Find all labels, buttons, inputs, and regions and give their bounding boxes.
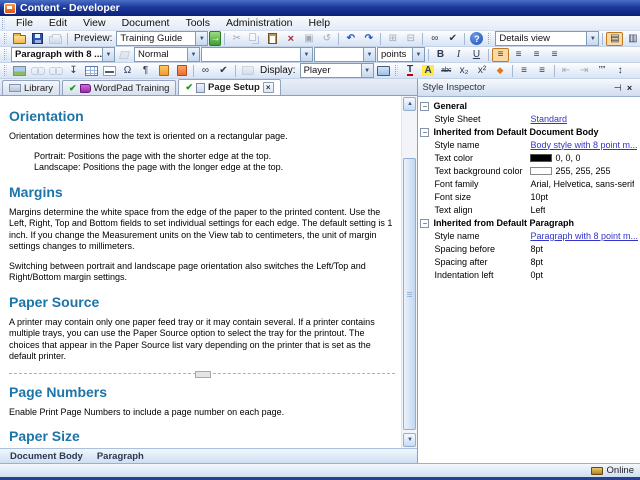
broken-link-icon [49,66,63,75]
separator [235,65,236,77]
property-row [418,177,640,190]
property-row [418,229,640,242]
chevron-down-icon[interactable]: ▼ [363,48,375,61]
menu-administration[interactable]: Administration [225,17,293,29]
group-label: General [433,101,467,111]
section-heading: Margins [9,183,63,200]
inspector-group-general[interactable] [418,99,640,112]
align-center-button[interactable]: ≡ [515,49,522,60]
display-combo[interactable] [300,63,374,78]
vertical-scrollbar[interactable] [401,96,417,448]
property-value: 0, 0, 0 [555,152,581,163]
collapse-icon[interactable]: − [420,128,429,137]
library-icon [9,84,21,92]
color-swatch-black [530,154,552,162]
separator [554,65,555,77]
group-label: Inherited from Default Paragraph [433,218,574,228]
insert-image-button[interactable] [11,64,28,78]
revert-button[interactable]: ↺ [322,33,332,44]
align-left-button[interactable]: ≡ [492,48,509,62]
menu-edit[interactable]: Edit [48,17,68,29]
align-justify-button[interactable]: ≡ [551,49,558,60]
style-inspector-body [418,97,640,463]
property-value: 0pt [530,269,543,280]
chevron-down-icon[interactable]: ▼ [187,48,199,61]
property-name: Font size [434,191,471,202]
section-heading: Paper Size [9,428,80,444]
property-value-link[interactable]: Paragraph with 8 point m... [530,230,638,241]
paragraph-style-combo-value: Paragraph with 8 ... [15,49,102,60]
clear-formatting-button[interactable]: ◆ [496,65,504,75]
online-status: Online [606,465,634,476]
paragraph: Margins determine the white space from the edge of the paper to the printed content. Use the Left, Right, Top and Bottom fields to set individual settings for each edge. The default setting is 1 inch. If you change the Measurement units on the View tab to centimeters, the unit of margin settings changes to millimeters. [9,206,393,251]
cut-button[interactable]: ✂ [232,33,242,44]
outdent-button[interactable]: ⇤ [561,65,571,76]
view-mode-combo-value: Details view [499,33,551,44]
property-name: Style name [434,139,480,150]
inspector-group-document-body[interactable] [418,125,640,138]
section-heading: Page Numbers [9,383,108,400]
property-row [418,255,640,268]
open-folder-icon [13,35,26,44]
highlight-icon: A [424,65,432,76]
property-row [418,203,640,216]
status-bar [0,463,640,477]
property-value: 10pt [530,191,548,202]
editor-column [0,79,417,463]
property-row [418,112,640,125]
separator [224,33,225,45]
glossary-button[interactable] [239,64,256,78]
check-icon: ✔ [185,82,194,92]
separator [422,33,423,45]
paragraph: Orientation determines how the text is oriented on a rectangular page. [9,131,288,141]
tab-label: Library [24,82,54,94]
page-icon [196,83,205,93]
variable-icon [177,65,187,76]
paragraph: Landscape: Positions the page with the longer edge at the top. [34,162,284,172]
collapse-icon[interactable]: − [420,102,429,111]
tab-close-button[interactable]: × [263,82,274,93]
style-inspector-panel [417,79,640,463]
print-button[interactable] [47,32,64,46]
preview-window-button[interactable] [375,64,392,78]
delete-button[interactable]: × [287,32,295,45]
book-icon [242,66,254,75]
property-name: Text color [434,152,473,163]
strikethrough-button[interactable] [438,64,455,78]
snippet-icon [159,65,169,76]
preview-go-button[interactable]: → [210,33,221,44]
property-name: Style Sheet [434,113,481,124]
toolbar-grip[interactable] [4,33,7,44]
property-name: Text align [434,204,473,215]
format-painter-button[interactable] [116,48,133,62]
separator [380,33,381,45]
section-heading: Paper Source [9,293,100,310]
inspector-group-default-paragraph[interactable] [418,216,640,229]
link-icon [31,66,45,75]
property-name: Font family [434,178,479,189]
tab-page-setup[interactable] [178,79,280,95]
collapse-icon[interactable]: − [420,219,429,228]
window-title: Content - Developer [20,2,120,14]
book-icon [80,84,91,93]
display-combo-value: Player [303,65,331,76]
preview-combo-value: Training Guide [120,33,183,44]
section-heading: Orientation [9,108,84,124]
menu-document[interactable]: Document [121,17,170,29]
help-icon: ? [470,32,483,45]
screen-icon [377,66,390,76]
paragraph: A printer may contain only one paper feed tray or it may contain several. If a printer contains multiple trays, you can use the Paper Source option to select the tray for the printout. The choices that appear in the Paper Source list vary depending on the printer that is set as the default printer. [9,316,375,361]
details-view-button[interactable]: ▤ [606,32,623,46]
font-family-combo[interactable] [201,47,313,62]
pin-button[interactable] [610,82,623,94]
app-icon [4,3,16,14]
property-value: Left [530,204,546,215]
toolbar-insert [0,63,640,79]
format-combo[interactable] [134,47,200,62]
property-name: Spacing after [434,256,488,267]
scroll-down-button[interactable]: ▼ [403,433,416,447]
property-value: 255, 255, 255 [555,165,611,176]
view-mode-combo[interactable] [495,31,599,46]
separator [428,49,429,61]
panel-close-button[interactable]: × [626,82,633,93]
chevron-down-icon[interactable]: ▼ [586,32,598,45]
help-button[interactable] [468,32,485,46]
toolbar-grip[interactable] [4,49,7,60]
panel-title: Style Inspector [422,82,486,93]
chevron-down-icon[interactable]: ▼ [412,48,424,61]
image-icon [13,66,26,76]
display-label: Display: [260,65,296,76]
property-row [418,151,640,164]
undo-button[interactable]: ↶ [346,33,356,44]
menu-file[interactable]: File [16,17,33,29]
color-swatch-white [530,167,552,175]
menu-view[interactable]: View [83,17,106,29]
toolbar-standard [0,31,640,47]
paragraph-style-combo[interactable] [11,47,115,62]
toolbar-grip[interactable] [395,65,398,76]
chevron-down-icon[interactable]: ▼ [300,48,312,61]
find-button[interactable]: ∞ [431,33,439,44]
property-name: Indentation left [434,269,494,280]
document-content[interactable] [0,96,401,448]
insert-symbol-button[interactable]: Ω [123,65,132,76]
paste-button[interactable] [264,32,281,46]
print-icon [49,36,62,44]
paragraph: Enable Print Page Numbers to include a page number on each page. [9,406,285,417]
brush-icon [119,51,130,59]
indent-button[interactable]: ⇥ [579,65,589,76]
units-combo[interactable] [377,47,425,62]
line-spacing-button[interactable]: ↕ [617,65,623,76]
tab-label: Page Setup [208,82,260,93]
insert-anchor-button[interactable]: ↧ [69,65,78,76]
property-row [418,268,640,281]
property-row [418,138,640,151]
text-color-icon: T [407,64,414,75]
property-row [418,242,640,255]
paste-icon [268,33,277,44]
italic-button[interactable]: I [456,49,461,60]
numbered-list-button[interactable]: ≡ [521,65,527,76]
insert-hrule-button[interactable] [101,64,118,78]
open-button[interactable] [11,32,28,46]
property-value-link[interactable]: Body style with 8 point m... [530,139,638,150]
page-break-marker[interactable] [9,373,395,374]
find-in-topic-button[interactable]: ∞ [201,65,210,76]
property-value: Arial, Helvetica, sans-serif [530,178,635,189]
separator [67,33,68,45]
units-combo-value: points [381,49,407,60]
menu-tools[interactable]: Tools [185,17,210,29]
insert-snippet-button[interactable] [155,64,172,78]
breadcrumb-document-body[interactable]: Document Body [10,450,83,462]
underline-button[interactable]: U [472,49,481,60]
chevron-down-icon[interactable]: ▼ [102,48,114,61]
toolbar-formatting [0,47,640,63]
redo-button[interactable]: ↷ [364,33,374,44]
spelling-button[interactable]: ✔ [219,65,228,76]
separator [464,33,465,45]
separator [488,49,489,61]
property-value: 8pt [530,243,543,254]
align-right-button[interactable]: ≡ [533,49,540,60]
toolbar-grip[interactable] [2,18,5,29]
bullet-list-button[interactable]: ≡ [539,65,545,76]
remove-link-button[interactable] [47,64,64,78]
tab-library[interactable] [2,80,60,95]
chevron-down-icon[interactable]: ▼ [195,32,207,45]
separator [602,33,603,45]
preview-combo[interactable] [116,31,208,46]
scrollbar-thumb[interactable] [403,158,416,430]
table-icon [85,66,98,76]
property-name: Spacing before [434,243,495,254]
title-bar [0,0,640,16]
main-area [0,79,640,463]
save-button[interactable] [29,32,46,46]
save-icon [32,33,43,44]
insert-link-button[interactable] [29,64,46,78]
toolbar-grip[interactable] [488,33,491,44]
menu-bar [0,16,640,31]
paragraph: Switching between portrait and landscape page orientation also switches the Left/Top and Right/Bottom margin settings. [9,260,366,282]
paragraph: Portrait: Positions the page with the shorter edge at the top. [34,150,272,161]
property-value-link[interactable]: Standard [530,113,567,124]
expand-all-button[interactable]: ⊞ [388,33,398,44]
property-name: Style name [434,230,480,241]
property-value: 8pt [530,256,543,267]
document-editor [0,96,417,448]
property-name: Text background color [434,165,523,176]
copy-icon [249,33,256,41]
style-inspector-header [418,79,640,97]
separator [193,65,194,77]
property-row [418,190,640,203]
snapshot-button[interactable]: ▣ [304,33,314,44]
document-tab-bar [0,79,417,96]
font-size-combo[interactable] [314,47,376,62]
tab-wordpad-training[interactable] [62,80,176,95]
menu-help[interactable]: Help [308,17,331,29]
scroll-up-button[interactable]: ▲ [403,97,416,111]
subscript-button[interactable]: x₂ [459,65,469,76]
pin-icon: ⊤ [612,83,622,92]
breadcrumb-paragraph[interactable]: Paragraph [96,450,144,462]
chevron-down-icon[interactable]: ▼ [361,64,373,77]
paragraph-marks-button[interactable]: ¶ [142,65,149,76]
group-label: Inherited from Default Document Body [433,127,599,137]
check-icon: ✔ [69,82,77,93]
highlight-button[interactable] [420,64,437,78]
tab-label: WordPad Training [93,82,170,94]
toolbar-grip[interactable] [4,65,7,76]
property-row [418,164,640,177]
strikethrough-icon: abc [441,67,451,74]
bold-button[interactable]: B [436,49,445,60]
separator [338,33,339,45]
blockquote-button[interactable]: ”” [598,65,606,76]
horizontal-rule-icon [103,66,116,76]
separator [512,65,513,77]
insert-table-button[interactable] [83,64,100,78]
spellcheck-button[interactable]: ✔ [448,33,458,44]
element-breadcrumb-bar [0,448,417,463]
copy-button[interactable] [246,32,263,46]
superscript-button[interactable]: x² [477,65,487,76]
format-combo-value: Normal [138,49,169,60]
text-color-button[interactable] [402,64,419,78]
tile-view-button[interactable]: ▥ [628,33,638,44]
collapse-all-button[interactable]: ⊟ [406,33,416,44]
online-icon [591,467,603,475]
preview-label: Preview: [74,33,113,44]
insert-variable-button[interactable] [173,64,190,78]
